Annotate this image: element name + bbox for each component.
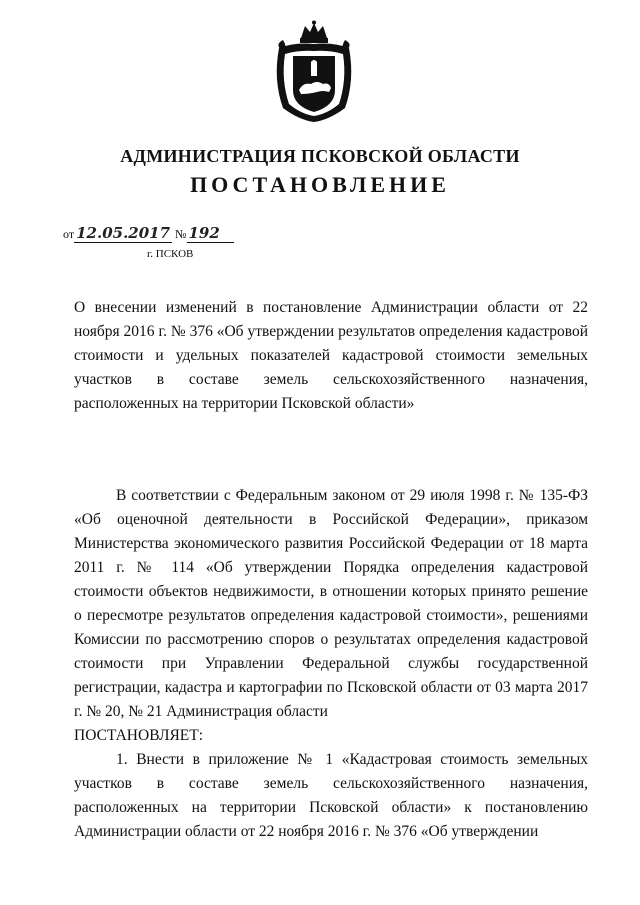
document-body [74, 484, 588, 844]
preamble-paragraph: В соответствии с Федеральным законом от 29 июля 1998 г. № 135-ФЗ «Об оценочной деятельности в Российской Федерации», приказом Министерства экономического развития Российской Федерации от 18 марта 2011 г. № 114 «Об утверждении Порядка определения кадастровой стоимости объектов недвижимости, в отношении которых принято решение о пересмотре результатов определения кадастровой стоимости», решениями Комиссии по рассмотрению споров о результатах определения кадастровой стоимости при Управлении Федеральной службы государственной регистрации, кадастра и картографии по Псковской области от 03 марта 2017 г. № 20, № 21 Администрация области [74, 487, 588, 720]
document-date: 12.05.2017 [76, 224, 171, 242]
coat-of-arms-icon [271, 20, 357, 124]
organization-name: АДМИНИСТРАЦИЯ ПСКОВСКОЙ ОБЛАСТИ [120, 146, 520, 166]
document-number: 192 [187, 224, 234, 243]
document-meta [63, 224, 234, 243]
from-label: от [63, 227, 75, 241]
item-1-paragraph: 1. Внести в приложение № 1 «Кадастровая стоимость земельных участков в составе земель сельскохозяйственного назначения, расположенных на территории Псковской области» к постановлению Администрации области от 22 ноября 2016 г. № 376 «Об утверждении [74, 751, 588, 840]
document-type: ПОСТАНОВЛЕНИЕ [190, 172, 450, 197]
document-title: О внесении изменений в постановление Администрации области от 22 ноября 2016 г. № 376 «Об утверждении результатов определения кадастровой стоимости и удельных показателей кадастровой стоимости земельных участков в составе земель сельскохозяйственного назначения, расположенных на территории Псковской области» [74, 299, 588, 412]
resolves-heading: ПОСТАНОВЛЯЕТ: [74, 727, 204, 744]
city: г. ПСКОВ [147, 248, 194, 260]
number-label: № [175, 227, 187, 241]
